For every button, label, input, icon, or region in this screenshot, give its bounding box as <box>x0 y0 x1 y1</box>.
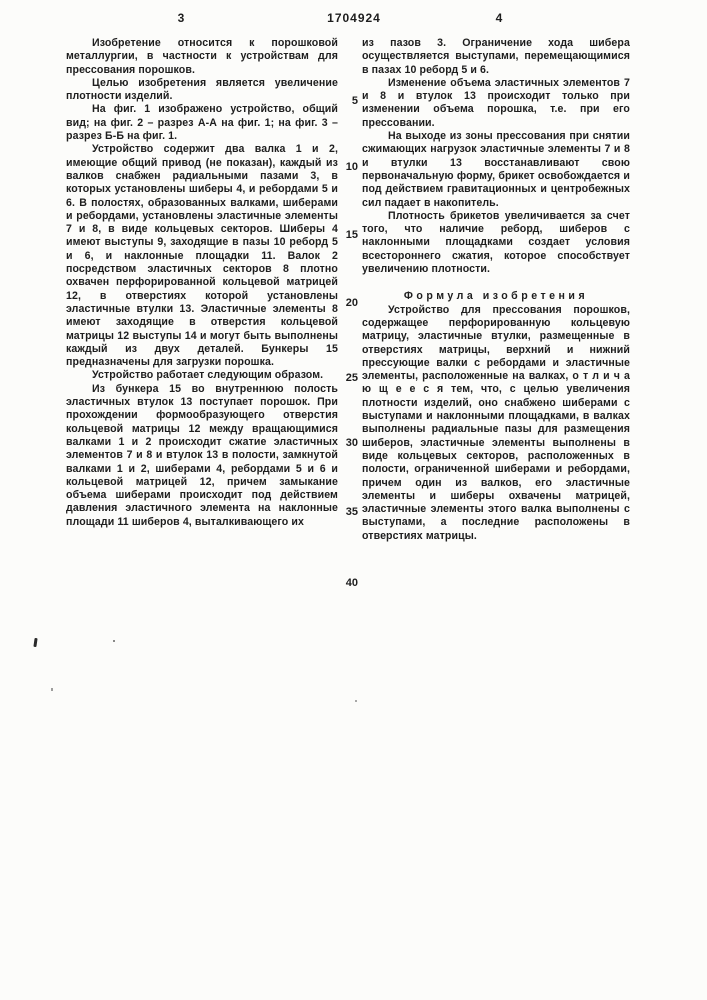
line-number-40: 40 <box>345 577 358 589</box>
paragraph-operation: Из бункера 15 во внутреннюю полость эластичных втулок 13 поступает порошок. При прохождении формообразующего отверстия кольцевой матрицы 12 между вращающимися валками 1 и 2 происходит сжатие эластичных элементов 7 и 8 и втулок 13 в полости, замкнутой валками 1 и 2, шиберами 4, ребордами 5 и 6 и кольцевой матрицей 12, причем замыкание объема шиберами происходит под действием давления эластичного элемента на наклонные площади 11 шиберов 4, выталкивающего их <box>66 382 338 528</box>
ink-speckle <box>33 638 37 647</box>
paragraph-device-description: Устройство содержит два валка 1 и 2, имеющие общий привод (не показан), каждый из валков снабжен радиальными пазами 3, в которых установлены шиберы 4, и ребордами 5 и 6. В полостях, образованных валками, шиберами и ребордами, установлены эластичные элементы 7 и 8, в виде кольцевых секторов. Шиберы 4 имеют выступы 9, заходящие в пазы 10 реборд 5 и 6, и наклонные площадки 11. Валок 2 посредством эластичных секторов 8 плотно охвачен перфорированной кольцевой матрицей 12, в отверстиях которой установлены эластичные втулки 13. Эластичные элементы 8 имеют заходящие в отверстия кольцевой матрицы 12 выступы 14 и могут быть выполнены каждый из двух деталей. Бункеры 15 предназначены для загрузки порошка. <box>66 143 338 369</box>
paragraph-volume-change: Изменение объема эластичных элементов 7 и 8 и втулок 13 происходит только при изменении объема порошка, т.е. при его прессовании. <box>362 76 630 129</box>
right-text-column <box>362 37 630 543</box>
right-column-number: 4 <box>495 11 503 25</box>
line-number-30: 30 <box>345 437 358 449</box>
line-number-15: 15 <box>345 229 358 241</box>
line-number-20: 20 <box>345 297 358 309</box>
paragraph-density: Плотность брикетов увеличивается за счет того, что наличие реборд, шиберов с наклонными площадками создает условия всестороннего сжатия, которое способствует увеличению плотности. <box>362 209 630 276</box>
line-number-25: 25 <box>345 372 358 384</box>
paragraph-intro: Изобретение относится к порошковой металлургии, в частности к устройствам для прессования порошков. <box>66 37 338 76</box>
ink-speckle <box>51 688 53 691</box>
line-number-5: 5 <box>351 95 358 107</box>
ink-speckle <box>113 640 115 642</box>
paragraph-operation-intro: Устройство работает следующим образом. <box>92 369 324 382</box>
paragraph-press-exit: На выходе из зоны прессования при снятии сжимающих нагрузок эластичные элементы 7 и 8 и втулки 13 восстанавливают свою первоначальную форму, брикет освобождается и под действием гравитационных и центробежных сил падает в накопитель. <box>362 130 630 209</box>
paragraph-figures: На фиг. 1 изображено устройство, общий вид; на фиг. 2 – разрез А-А на фиг. 1; на фиг. 3 – разрез Б-Б на фиг. 1. <box>66 103 338 143</box>
left-column-number: 3 <box>177 11 185 25</box>
paragraph-operation-continued: из пазов 3. Ограничение хода шибера осуществляется выступами, перемещающимися в пазах 10 реборд 5 и 6. <box>362 37 630 76</box>
left-text-column <box>66 37 338 529</box>
paragraph-goal: Целью изобретения является увеличение плотности изделий. <box>66 76 338 103</box>
line-number-35: 35 <box>345 506 358 518</box>
paragraph-claim: Устройство для прессования порошков, содержащее перфорированную кольцевую матрицу, эластичные втулки, размещенные в отверстиях матрицы, верхний и нижний прессующие валки с ребордами и эластичные элементы, расположенные на валках, о т л и ч а ю щ е е с я тем, что, с целью увеличения плотности изделий, оно снабжено шиберами с выступами и наклонными площадками, в валках выполнены радиальные пазы для размещения шиберов, эластичные элементы выполнены в виде кольцевых секторов, расположенных в полости, ограниченной шиберами и ребордами, причем один из валков, его эластичные элементы и шиберы охвачены матрицей, эластичные элементы этого валка выполнены с выступами, а последние расположены в отверстиях матрицы. <box>362 303 630 542</box>
claims-heading: Формула изобретения <box>403 290 589 303</box>
ink-speckle <box>355 700 357 702</box>
patent-number: 1704924 <box>327 11 381 25</box>
line-number-10: 10 <box>345 161 358 173</box>
